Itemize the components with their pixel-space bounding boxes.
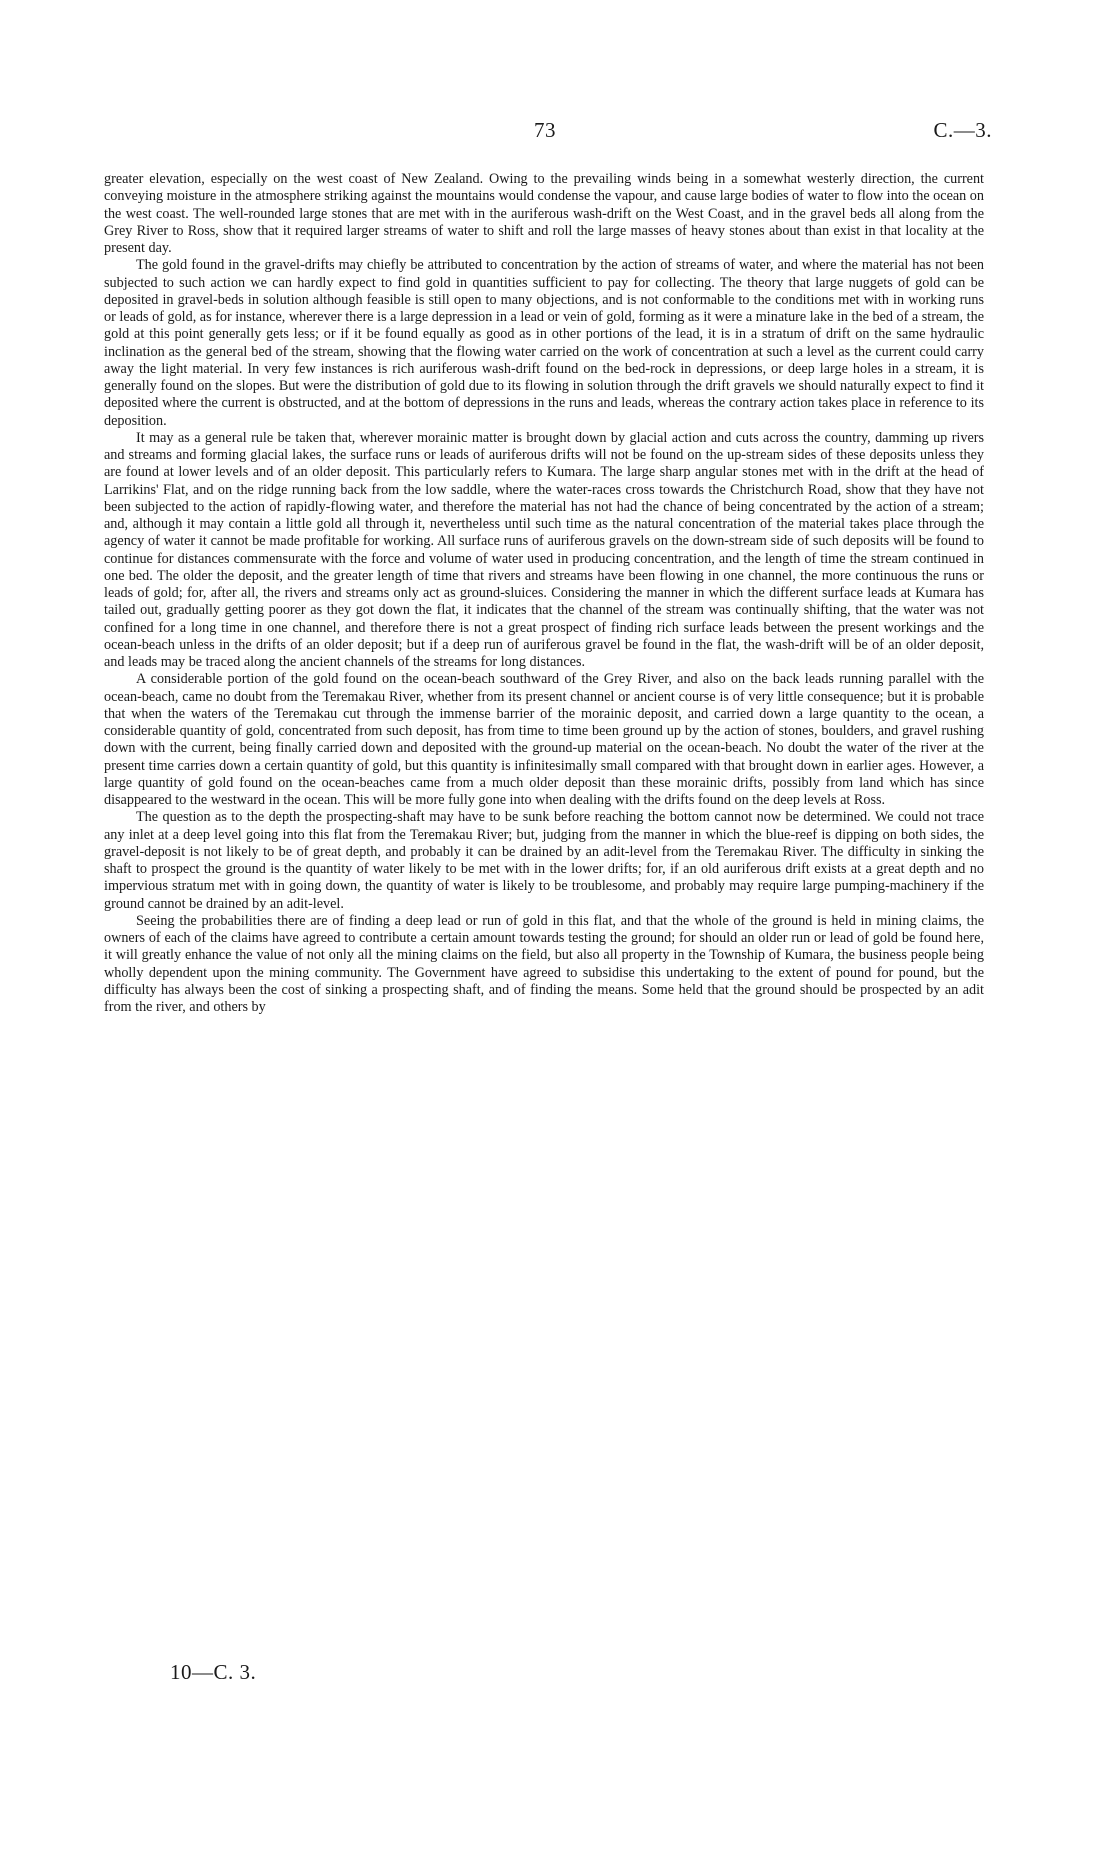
- paragraph: Seeing the probabilities there are of finding a deep lead or run of gold in this flat, and that the whole of the ground is held in mining claims, the owners of each of the claims have agreed to contribute a certain amount towards testing the ground; for should an older run or lead of gold be found here, it will greatly enhance the value of not only all the mining claims on the field, but also all property in the Township of Kumara, the business people being wholly dependent upon the mining community. The Government have agreed to subsidise this undertaking to the extent of pound for pound, but the difficulty has always been the cost of sinking a prospecting shaft, and of finding the means. Some held that the ground should be prospected by an adit from the river, and others by: [104, 912, 984, 1015]
- body-text: [104, 171, 984, 1016]
- page-number: 73: [534, 118, 556, 142]
- paragraph: greater elevation, especially on the west coast of New Zealand. Owing to the prevailing winds being in a somewhat westerly direction, the current conveying moisture in the atmosphere striking against the mountains would condense the vapour, and cause large bodies of water to flow into the ocean on the west coast. The well-rounded large stones that are met with in the auriferous wash-drift on the West Coast, and in the gravel beds all along from the Grey River to Ross, show that it required larger streams of water to shift and roll the large masses of heavy stones about than exist in that locality at the present day.: [104, 171, 984, 256]
- paragraph: A considerable portion of the gold found on the ocean-beach southward of the Grey River, and also on the back leads running parallel with the ocean-beach, came no doubt from the Teremakau River, whether from its present channel or ancient course is of very little consequence; but it is probable that when the waters of the Teremakau cut through the immense barrier of the morainic deposit, and carried down a large quantity to the ocean, a considerable quantity of gold, concentrated from such deposit, has from time to time been ground up by the action of stones, boulders, and gravel rushing down with the current, being finally carried down and deposited with the ground-up material on the ocean-beach. No doubt the water of the river at the present time carries down a certain quantity of gold, but this quantity is infinitesimally small compared with that brought down in earlier ages. However, a large quantity of gold found on the ocean-beaches came from a much older deposit than these morainic drifts, possibly from land which has since disappeared to the westward in the ocean. This will be more fully gone into when dealing with the drifts found on the deep levels at Ross.: [104, 671, 984, 808]
- sheet-signature: 10—C. 3.: [170, 1660, 257, 1684]
- document-reference: C.—3.: [933, 118, 992, 142]
- paragraph: The question as to the depth the prospecting-shaft may have to be sunk before reaching the bottom cannot now be determined. We could not trace any inlet at a deep level going into this flat from the Teremakau River; but, judging from the manner in which the blue-reef is dipping on both sides, the gravel-deposit is not likely to be of great depth, and probably it can be drained by an adit-level from the Teremakau River. The difficulty in sinking the shaft to prospect the ground is the quantity of water likely to be met with in the lower drifts; for, if an old auriferous drift exists at a great depth and no impervious stratum met with in going down, the quantity of water is likely to be troublesome, and probably may require large pumping-machinery if the ground cannot be drained by an adit-level.: [104, 809, 984, 912]
- paragraph: The gold found in the gravel-drifts may chiefly be attributed to concentration by the action of streams of water, and where the material has not been subjected to such action we can hardly expect to find gold in quantities sufficient to pay for collecting. The theory that large nuggets of gold can be deposited in gravel-beds in solution although feasible is still open to many objections, and is not conformable to the conditions met with in working runs or leads of gold, as for instance, wherever there is a large depression in a lead or vein of gold, forming as it were a minature lake in the bed of a stream, the gold at this point generally gets less; or if it be found equally as good as in other portions of the lead, it is in a stratum of drift on the same hydraulic inclination as the general bed of the stream, showing that the flowing water carried on the work of concentration at such a level as the current could carry away the light material. In very few instances is rich auriferous wash-drift found on the bed-rock in depressions, or deep large holes in a stream, it is generally found on the slopes. But were the distribution of gold due to its flowing in solution through the drift gravels we should naturally expect to find it deposited where the current is obstructed, and at the bottom of depressions in the runs and leads, whereas the contrary action takes place in reference to its deposition.: [104, 257, 984, 429]
- paragraph: It may as a general rule be taken that, wherever morainic matter is brought down by glacial action and cuts across the country, damming up rivers and streams and forming glacial lakes, the surface runs or leads of auriferous drifts will not be found on the up-stream sides of these deposits unless they are found at lower levels and of an older deposit. This particularly refers to Kumara. The large sharp angular stones met with in the drift at the head of Larrikins' Flat, and on the ridge running back from the low saddle, where the water-races cross towards the Christchurch Road, show that they have not been subjected to the action of rapidly-flowing water, and therefore the material has not had the chance of being concentrated by the action of a stream; and, although it may contain a little gold all through it, nevertheless until such time as the natural concentration of the material takes place through the agency of water it cannot be made profitable for working. All surface runs of auriferous gravels on the down-stream side of such deposits will be found to continue for distances commensurate with the force and volume of water used in producing concentration, and the length of time the stream continued in one bed. The older the deposit, and the greater length of time that rivers and streams have been flowing in one channel, the more continuous the runs or leads of gold; for, after all, the rivers and streams only act as ground-sluices. Considering the manner in which the different surface leads at Kumara has tailed out, gradually getting poorer as they got down the flat, it indicates that the channel of the stream was continually shifting, that the water was not confined for a long time in one channel, and therefore there is not a great prospect of finding rich surface leads between the present workings and the ocean-beach unless in the drifts of an older deposit; but if a deep run of auriferous gravel be found in the flat, the wash-drift will be of an older deposit, and leads may be traced along the ancient channels of the streams for long distances.: [104, 429, 984, 670]
